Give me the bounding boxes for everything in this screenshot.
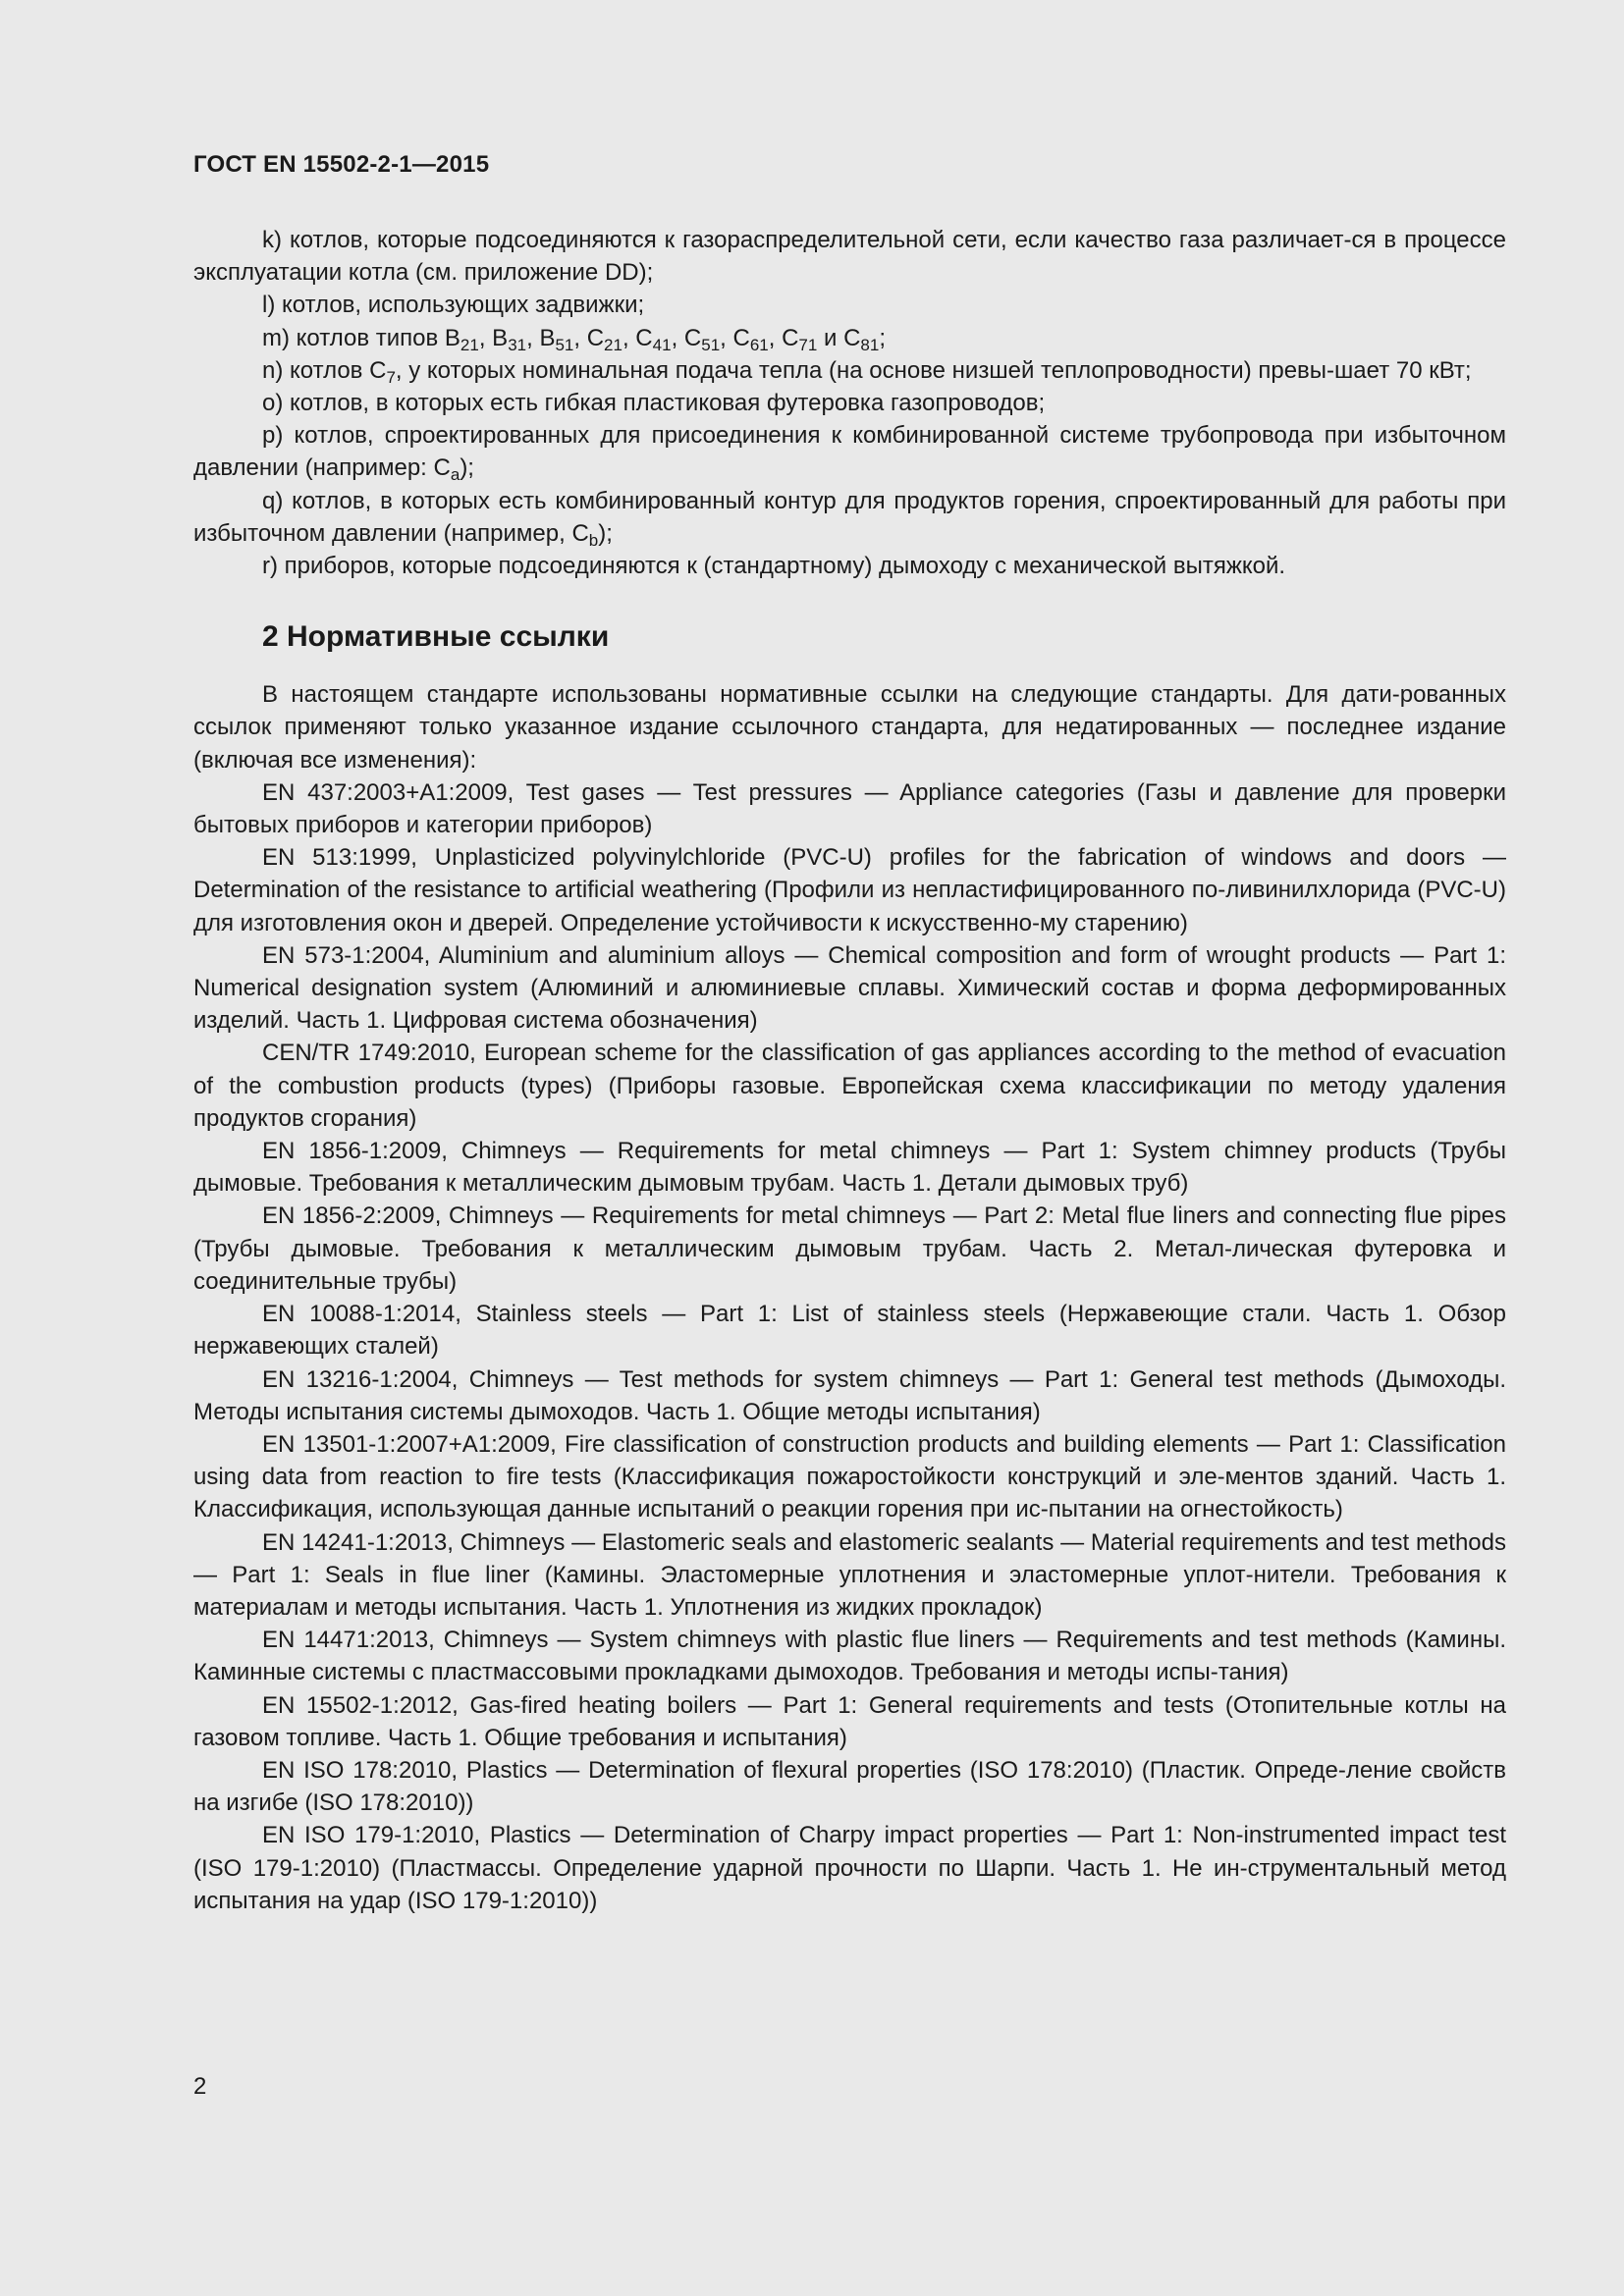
document-body [193, 224, 1506, 1917]
reference-item: EN 14471:2013, Chimneys — System chimneys with plastic flue liners — Requirements and test methods (Камины. Каминные системы с пластмассовыми прокладками дымоходов. Требования и методы испы-тания) [193, 1627, 1506, 1686]
section-title: 2 Нормативные ссылки [262, 620, 610, 654]
list-item-k: k) котлов, которые подсоединяются к газораспределительной сети, если качество газа различает-ся в процессе эксплуатации котла (см. приложение DD); [193, 227, 1506, 287]
page-number: 2 [193, 2073, 207, 2100]
reference-item: EN 14241-1:2013, Chimneys — Elastomeric seals and elastomeric sealants — Material requirements and test methods — Part 1: Seals in flue liner (Камины. Эластомерные уплотнения и эластомерные уплот-нители. Требования к материалам и методы испытания. Часть 1. Уплотнения из жидких прокладок) [193, 1528, 1506, 1621]
document-header: ГОСТ EN 15502-2-1—2015 [193, 151, 490, 178]
reference-item: EN 513:1999, Unplasticized polyvinylchloride (PVC-U) profiles for the fabrication of windows and doors — Determination of the resistance to artificial weathering (Профили из непластифицированного по-ливинилхлорида (PVC-U) для изготовления окон и дверей. Определение устойчивости к искусственно-му старению) [193, 844, 1506, 936]
list-item-n: n) котлов $C_7$, у которых номинальная подача тепла (на основе низшей теплопроводности) превы-шает 70 кВт; [262, 356, 1472, 387]
reference-item: CEN/TR 1749:2010, European scheme for the classification of gas appliances according to the method of evacuation of the combustion products (types) (Приборы газовые. Европейская схема классификации по методу удаления продуктов сгорания) [193, 1040, 1506, 1132]
reference-item: EN 437:2003+A1:2009, Test gases — Test pressures — Appliance categories (Газы и давление для проверки бытовых приборов и категории приборов) [193, 778, 1506, 839]
reference-item: EN 13216-1:2004, Chimneys — Test methods for system chimneys — Part 1: General test methods (Дымоходы. Методы испытания системы дымоходов. Часть 1. Общие методы испытания) [193, 1365, 1506, 1425]
list-item-r: r) приборов, которые подсоединяются к (стандартному) дымоходу с механической вытяжкой. [262, 553, 1286, 580]
list-item-p: p) котлов, спроектированных для присоединения к комбинированной системе трубопровода при избыточном давлении (например: $C_a$); [193, 422, 1506, 485]
list-item-q: q) котлов, в которых есть комбинированный контур для продуктов горения, спроектированный для работы при избыточном давлении (например, $C_b$); [193, 487, 1506, 550]
section-intro: В настоящем стандарте использованы нормативные ссылки на следующие стандарты. Для дати-рованных ссылок применяют только указанное издание ссылочного стандарта, для недатированных — последнее издание (включая все изменения): [193, 681, 1506, 774]
reference-item: EN 1856-1:2009, Chimneys — Requirements for metal chimneys — Part 1: System chimney products (Трубы дымовые. Требования к металлическим дымовым трубам. Часть 1. Детали дымовых труб) [193, 1138, 1506, 1198]
reference-item: EN 573-1:2004, Aluminium and aluminium alloys — Chemical composition and form of wrought products — Part 1: Numerical designation system (Алюминий и алюминиевые сплавы. Химический состав и форма деформированных изделий. Часть 1. Цифровая система обозначения) [193, 941, 1506, 1035]
reference-item: EN 1856-2:2009, Chimneys — Requirements for metal chimneys — Part 2: Metal flue liners and connecting flue pipes (Трубы дымовые. Требования к металлическим дымовым трубам. Часть 2. Метал-лическая футеровка и соединительные трубы) [193, 1202, 1506, 1295]
list-item-m: m) котлов типов $B_{21}$, $B_{31}$, $B_{51}$, $C_{21}$, $C_{41}$, $C_{51}$, $C_{61}$, $C_{71}$ и $C_{81}$; [262, 324, 887, 354]
list-item-o: o) котлов, в которых есть гибкая пластиковая футеровка газопроводов; [262, 390, 1046, 417]
reference-item: EN 13501-1:2007+A1:2009, Fire classification of construction products and building elements — Part 1: Classification using data from reaction to fire tests (Классификация пожаростойкости конструкций и эле-ментов зданий. Часть 1. Классификация, использующая данные испытаний о реакции горения при ис-пытании на огнестойкость) [193, 1430, 1506, 1523]
reference-item: EN ISO 178:2010, Plastics — Determination of flexural properties (ISO 178:2010) (Пластик. Опреде-ление свойств на изгибе (ISO 178:2010)) [193, 1756, 1506, 1817]
list-item-l: l) котлов, использующих задвижки; [262, 292, 645, 319]
reference-item: EN 15502-1:2012, Gas-fired heating boilers — Part 1: General requirements and tests (Отопительные котлы на газовом топливе. Часть 1. Общие требования и испытания) [193, 1691, 1506, 1751]
reference-item: EN ISO 179-1:2010, Plastics — Determination of Charpy impact properties — Part 1: Non-instrumented impact test (ISO 179-1:2010) (Пластмассы. Определение ударной прочности по Шарпи. Часть 1. Не ин-струментальный метод испытания на удар (ISO 179-1:2010)) [193, 1822, 1506, 1914]
list-items [193, 224, 1506, 582]
reference-item: EN 10088-1:2014, Stainless steels — Part 1: List of stainless steels (Нержавеющие стали. Часть 1. Обзор нержавеющих сталей) [193, 1301, 1506, 1361]
